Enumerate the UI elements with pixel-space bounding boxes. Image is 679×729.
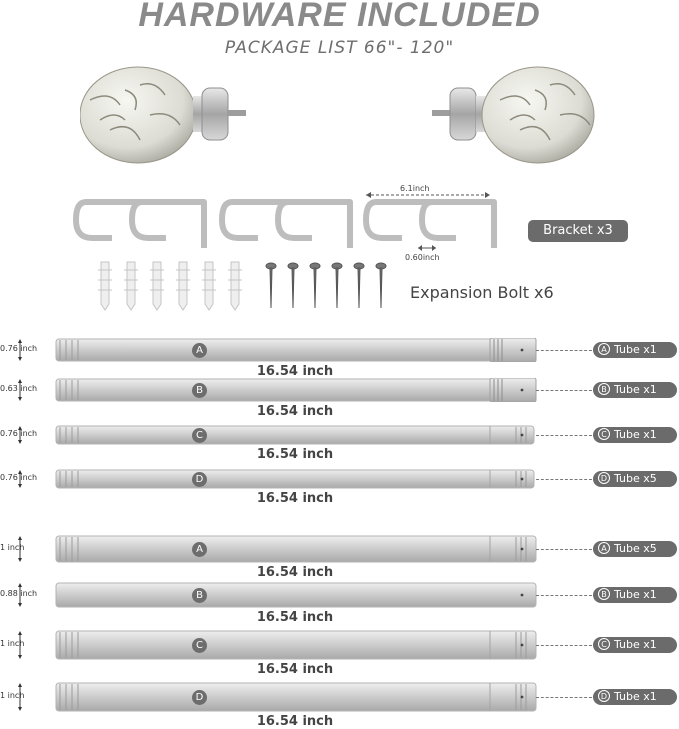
- rod-badge-letter: A: [598, 343, 610, 355]
- rod-leader-line: [536, 479, 592, 480]
- rod-letter-marker: B: [192, 383, 207, 398]
- rod-length-label: 16.54 inch: [256, 565, 334, 580]
- screw-6: [376, 263, 386, 308]
- bracket-2: [222, 202, 350, 248]
- bracket-width-label: 6.1inch: [400, 184, 430, 193]
- rod-letter-marker: D: [192, 472, 207, 487]
- screw-1: [266, 263, 276, 308]
- bracket-3: [366, 202, 494, 248]
- rod-badge-letter: D: [598, 472, 610, 484]
- rod-diameter-label: 1 inch: [0, 543, 25, 552]
- rod-badge-text: Tube x1: [614, 690, 657, 703]
- screw-5: [354, 263, 364, 308]
- rod-count-badge: [593, 541, 677, 557]
- rod-badge-letter: C: [598, 428, 610, 440]
- rod-leader-line: [536, 595, 592, 596]
- rod-diameter-label: 0.63 inch: [0, 384, 38, 393]
- rod-letter-marker: C: [192, 428, 207, 443]
- rod-count-badge: [593, 427, 677, 443]
- rod-badge-letter: B: [598, 383, 610, 395]
- rod-count-badge: [593, 471, 677, 487]
- anchor-5: [202, 262, 216, 310]
- rod-letter-marker: B: [192, 588, 207, 603]
- rod-leader-line: [536, 435, 592, 436]
- rod-badge-text: Tube x1: [614, 383, 657, 396]
- rod-badge-text: Tube x1: [614, 638, 657, 651]
- rod-letter-marker: D: [192, 690, 207, 705]
- rod-letter-marker: A: [192, 542, 207, 557]
- bolts-illustration: [95, 260, 395, 312]
- bracket-1: [76, 202, 204, 248]
- screw-2: [288, 263, 298, 308]
- rod-diameter-label: 0.88 inch: [0, 589, 38, 598]
- rod-badge-letter: B: [598, 588, 610, 600]
- anchor-4: [176, 262, 190, 310]
- rod-length-label: 16.54 inch: [256, 364, 334, 379]
- rod-count-badge: [593, 587, 677, 603]
- rod-letter-marker: C: [192, 638, 207, 653]
- rod-diameter-label: 1 inch: [0, 691, 25, 700]
- rod-badge-text: Tube x1: [614, 343, 657, 356]
- page-subtitle: PACKAGE LIST 66"- 120": [224, 38, 455, 58]
- finials-illustration: [80, 60, 679, 180]
- rod-leader-line: [536, 697, 592, 698]
- bracket-count-badge: Bracket x3: [528, 220, 628, 242]
- rod-length-label: 16.54 inch: [256, 662, 334, 677]
- rod-diameter-label: 0.76 inch: [0, 473, 38, 482]
- rod-badge-text: Tube x5: [614, 542, 657, 555]
- rod-badge-text: Tube x1: [614, 428, 657, 441]
- rod-leader-line: [536, 645, 592, 646]
- rod-badge-letter: D: [598, 690, 610, 702]
- rod-count-badge: [593, 689, 677, 705]
- screw-3: [310, 263, 320, 308]
- anchor-3: [150, 262, 164, 310]
- rod-count-badge: [593, 382, 677, 398]
- page-title: HARDWARE INCLUDED: [138, 0, 541, 34]
- rod-leader-line: [536, 549, 592, 550]
- right-finial: [432, 67, 594, 163]
- rod-badge-letter: A: [598, 542, 610, 554]
- rod-diameter-label: 0.76 inch: [0, 429, 38, 438]
- rod-diameter-label: 1 inch: [0, 639, 25, 648]
- rod-length-label: 16.54 inch: [256, 447, 334, 462]
- rod-count-badge: [593, 342, 677, 358]
- rod-length-label: 16.54 inch: [256, 491, 334, 506]
- bracket-depth-label: 0.60inch: [405, 253, 440, 262]
- anchor-1: [98, 262, 112, 310]
- brackets-illustration: [70, 180, 510, 260]
- rod-badge-text: Tube x1: [614, 588, 657, 601]
- rod-letter-marker: A: [192, 343, 207, 358]
- left-finial: [80, 67, 246, 163]
- expansion-bolt-label: Expansion Bolt x6: [410, 283, 554, 302]
- anchor-2: [124, 262, 138, 310]
- rod-leader-line: [536, 350, 592, 351]
- rod-length-label: 16.54 inch: [256, 714, 334, 729]
- rod-leader-line: [536, 390, 592, 391]
- rod-badge-letter: C: [598, 638, 610, 650]
- rod-count-badge: [593, 637, 677, 653]
- rod-length-label: 16.54 inch: [256, 404, 334, 419]
- anchor-6: [228, 262, 242, 310]
- rod-badge-text: Tube x5: [614, 472, 657, 485]
- screw-4: [332, 263, 342, 308]
- rod-length-label: 16.54 inch: [256, 610, 334, 625]
- rod-diameter-label: 0.76 inch: [0, 344, 38, 353]
